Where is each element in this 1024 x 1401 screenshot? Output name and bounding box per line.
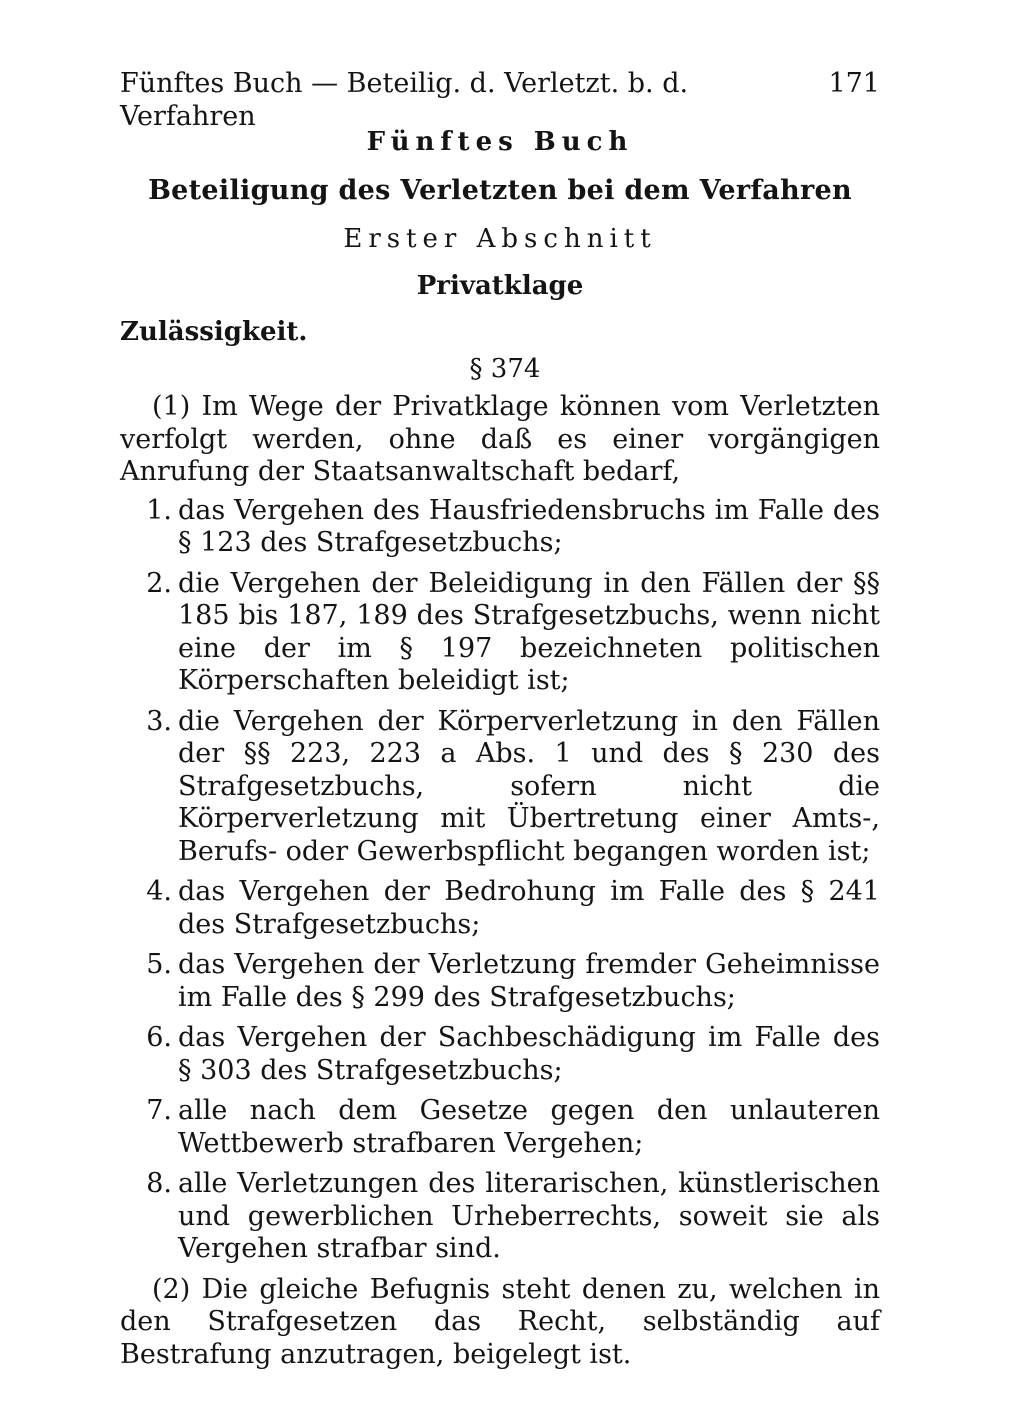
list-item-text: alle nach dem Gesetze gegen den unlauteren Wettbewerb strafbaren Vergehen; [178, 1095, 880, 1159]
list-item-number: 8. [146, 1168, 172, 1199]
part-title: Beteiligung des Verletzten bei dem Verfahren [148, 174, 852, 206]
list-item-number: 6. [146, 1022, 172, 1053]
page-number: 171 [828, 68, 880, 99]
list-item [120, 876, 880, 941]
list-item-text: das Vergehen des Hausfriedensbruchs im Falle des § 123 des Strafgesetzbuchs; [178, 494, 880, 558]
list-item-number: 1. [146, 494, 172, 526]
list-item-number: 4. [146, 876, 172, 907]
list-item-number: 7. [146, 1095, 172, 1126]
list-item [120, 706, 880, 869]
paragraph-2: (2) Die gleiche Befugnis steht denen zu, welchen in den Strafgesetzen das Recht, selbständig auf Bestrafung anzutragen, beigelegt ist. [120, 1273, 880, 1370]
list-item-text: die Vergehen der Beleidigung in den Fällen der §§ 185 bis 187, 189 des Strafgesetzbuchs, wenn nicht eine der im § 197 bezeichneten politischen Körperschaften beleidigt ist; [178, 567, 880, 696]
running-head [120, 68, 880, 132]
enumerated-list [120, 495, 880, 1266]
list-item-number: 2. [146, 567, 172, 599]
list-item-text: das Vergehen der Bedrohung im Falle des § 241 des Strafgesetzbuchs; [178, 876, 880, 940]
chapter-title: Privatklage [416, 270, 584, 301]
list-item-text: die Vergehen der Körperverletzung in den Fällen der §§ 223, 223 a Abs. 1 und des § 230 des Strafgesetzbuchs, sofern nicht die Körperverletzung mit Übertretung einer Amts-, Berufs- oder Gewerbspflicht begangen worden ist; [178, 705, 880, 867]
list-item [120, 1095, 880, 1160]
section-title: Erster Abschnitt [343, 224, 657, 254]
list-item [120, 949, 880, 1014]
paragraph-1-intro: (1) Im Wege der Privatklage können vom Verletzten verfolgt werden, ohne daß es einer vorgängigen Anrufung der Staatsanwaltschaft bedarf, [120, 391, 880, 487]
list-item [120, 1168, 880, 1266]
list-item [120, 568, 880, 698]
list-item [120, 1022, 880, 1087]
paragraph-sign: § 374 [469, 353, 541, 384]
list-item [120, 495, 880, 560]
list-item-text: das Vergehen der Sachbeschädigung im Falle des § 303 des Strafgesetzbuchs; [178, 1022, 880, 1086]
list-item-number: 5. [146, 949, 172, 980]
book-title: Fünftes Buch [366, 127, 634, 157]
list-item-text: alle Verletzungen des literarischen, künstlerischen und gewerblichen Urheberrechts, soweit sie als Vergehen strafbar sind. [178, 1168, 880, 1264]
running-head-title: Fünftes Buch — Beteilig. d. Verletzt. b. d. Verfahren [120, 68, 689, 132]
marginal-heading: Zulässigkeit. [120, 317, 308, 347]
document-page [120, 68, 880, 1371]
list-item-number: 3. [146, 705, 172, 737]
list-item-text: das Vergehen der Verletzung fremder Geheimnisse im Falle des § 299 des Strafgesetzbuchs; [178, 949, 880, 1013]
